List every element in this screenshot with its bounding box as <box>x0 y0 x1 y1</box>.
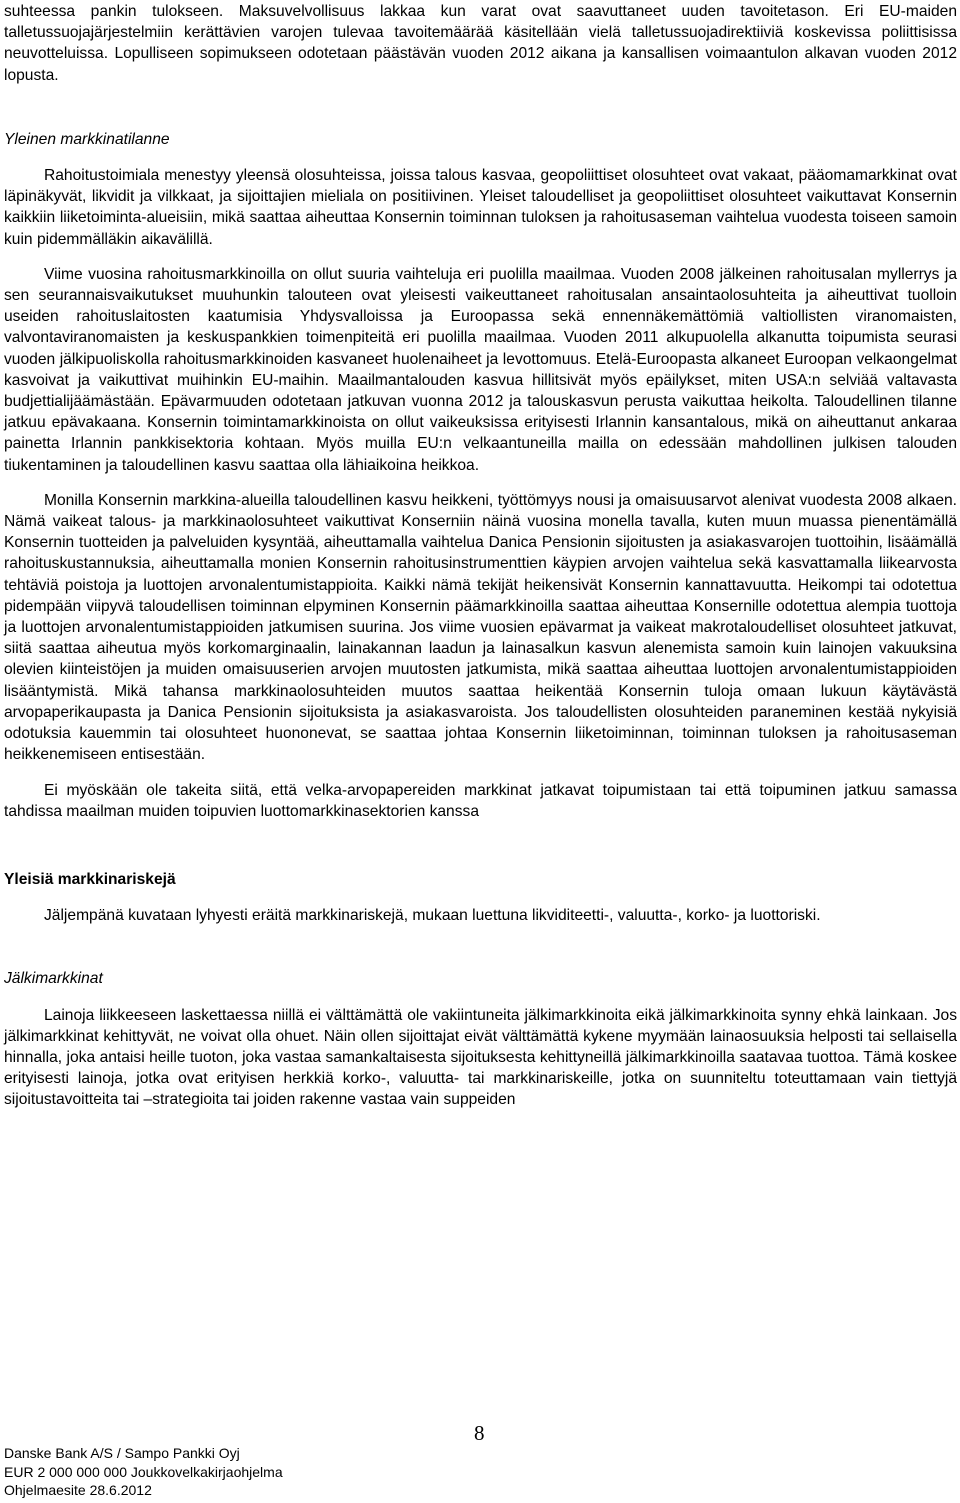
market-paragraph-1: Rahoitustoimiala menestyy yleensä olosuhteissa, joissa talous kasvaa, geopoliittiset olosuhteet ovat vakaat, pääomamarkkinat ovat läpinäkyvät, likvidit ja vilkkaat, ja sijoittajien mieliala on positiivinen. Yleiset taloudelliset ja geopoliittiset olosuhteet vaikuttavat Konsernin kaikkiin liiketoiminta-alueisiin, mikä saattaa aiheuttaa Konsernin toiminnan tuloksen ja rahoitusaseman vaihtelua vuodesta toiseen samoin kuin pidemmälläkin aikavälillä. <box>4 167 957 248</box>
section-heading-risks: Yleisiä markkinariskejä <box>4 870 176 888</box>
section-heading-market: Yleinen markkinatilanne <box>4 130 170 148</box>
footer-company: Danske Bank A/S / Sampo Pankki Oyj <box>4 1445 240 1461</box>
risks-paragraph: Jäljempänä kuvataan lyhyesti eräitä markkinariskejä, mukaan luettuna likviditeetti-, valuutta-, korko- ja luottoriski. <box>44 907 821 925</box>
page-footer <box>4 1421 957 1503</box>
market-paragraph-2: Viime vuosina rahoitusmarkkinoilla on ollut suuria vaihteluja eri puolilla maailmaa. Vuoden 2008 jälkeinen rahoitusalan myllerrys ja sen seurannaisvaikutukset muuhunkin talouteen ovat yleisesti vaikeuttaneet rahoitusalan ansaintaolosuhteita ja aiheuttivat tuolloin useiden rahoituslaitosten kaatumisia Yhdysvalloissa ja Euroopassa sekä ennennäkemättömiä valtiollisten viranomaisten, valvontaviranomaisten ja keskuspankkien toimenpiteitä eri puolilla maailmaa. Vuoden 2011 alkupuolella alkanutta toipumista seurasi vuoden jälkipuoliskolla rahoitusmarkkinoiden kasvaneet huolenaiheet ja levottomuus. Etelä-Euroopasta alkaneet Euroopan velkaongelmat kasvoivat ja vaikuttivat muihinkin EU-maihin. Maailmantalouden kasvua hillitsivät myös epäilykset, miten USA:n selviää valtavasta budjettialijäämästään. Epävarmuuden odotetaan jatkuvan vuonna 2012 ja talouskasvun perusta vaikuttaa heikolta. Taloudellinen tilanne jatkuu epävakaana. Konsernin toimintamarkkinoista on ollut vaikeuksissa erityisesti Irlannin kansantalous, mikä on aiheuttanut ankaraa painetta Irlannin pankkisektoria kohtaan. Myös muilla EU:n velkaantuneilla mailla on edessään mahdollinen julkisen talouden tiukentaminen ja taloudellinen kasvu saattaa olla lähiaikoina heikkoa. <box>4 265 957 474</box>
footer-programme: EUR 2 000 000 000 Joukkovelkakirjaohjelma <box>4 1463 283 1480</box>
footer-text <box>4 1444 283 1500</box>
market-paragraph-3: Monilla Konsernin markkina-alueilla taloudellinen kasvu heikkeni, työttömyys nousi ja omaisuusarvot alenivat vuodesta 2008 alkaen. Nämä vaikeat talous- ja markkinaolosuhteet vaikuttivat Konserniin näinä vuosina monella tavalla, kuten muun muassa pienentämällä Konsernin tuotteiden ja palveluiden kysyntää, aiheuttamalla vaihtelua Danica Pensionin sijoitusten ja asiakasvarojen tuottoihin, lisäämällä rahoituskustannuksia, aiheuttamalla monien Konsernin rahoitusinstrumenttien käypien arvojen vaihtelua sekä kasvattamalla liikearvosta tehtäviä poistoja ja luottojen arvonalentumistappioita. Kaikki nämä tekijät heikensivät Konsernin kannattavuutta. Heikompi tai odotettua pidempään viipyvä taloudellisen toiminnan elpyminen Konsernin päämarkkinoilla saattaa aiheuttaa Konsernille odotettua alempia tuottoja ja luottojen arvonalentumistappioiden jatkumisen suurina. Jos viime vuosien epävarmat ja vaikeat makrotaloudelliset olosuhteet jatkuvat, siitä saattaa aiheutua myös korkomarginaalin, lainakannan laadun ja lainasalkun kasvun alenemista samoin kuin lainojen vakuuksina olevien kiinteistöjen ja muiden omaisuuserien arvojen muutosten jatkumista, mikä saattaa aiheuttaa luottojen arvonalentumistappioiden lisääntymistä. Mikä tahansa markkinaolosuhteiden muutos saattaa heikentää Konsernin tuloja omaan lukuun käytävästä arvopaperikaupasta ja Danica Pensionin sijoituksista ja asiakasvaroista. Jos taloudellisten olosuhteiden paraneminen kestää nykyisiä odotuksia kauemmin tai olosuhteet huononevat, se saattaa johtaa Konsernin liiketoiminnan, toiminnan tuloksen ja rahoitusaseman heikkenemiseen entisestään. <box>4 491 957 764</box>
page-number: 8 <box>474 1421 485 1445</box>
secondary-market-paragraph: Lainoja liikkeeseen laskettaessa niillä ei välttämättä ole vakiintuneita jälkimarkkinoita eikä jälkimarkkinoita synny ehkä lainkaan. Jos jälkimarkkinat kehittyvät, ne voivat olla ohuet. Näin ollen sijoittajat eivät välttämättä kykene myymään lainaosuuksia helposti tai sellaisella hinnalla, joka antaisi heille tuoton, joka vastaa samankaltaisesta sijoituksesta kehittyneillä jälkimarkkinoilla saatavaa tuottoa. Tämä koskee erityisesti lainoja, jotka ovat erityisen herkkiä korko-, valuutta- tai markkinariskeille, jotka on suunniteltu toteuttamaan vain tiettyjä sijoitustavoitteita tai –strategioita tai joiden rakenne vastaa vain suppeiden <box>4 1006 957 1109</box>
market-paragraph-4: Ei myöskään ole takeita siitä, että velka-arvopapereiden markkinat jatkavat toipumistaan tai että toipuminen jatkuu samassa tahdissa maailman muiden toipuvien luottomarkkinasektorien kanssa <box>4 781 957 820</box>
footer-prospectus-date: Ohjelmaesite 28.6.2012 <box>4 1482 152 1498</box>
intro-paragraph: suhteessa pankin tulokseen. Maksuvelvollisuus lakkaa kun varat ovat saavuttaneet uuden tavoitetason. Eri EU-maiden talletussuojajärjestelmiin kerättävien varojen tulevaa tavoitemäärää käsitellään vielä talletussuojadirektiiviä koskevissa poliittisissa neuvotteluissa. Lopulliseen sopimukseen odotetaan päästävän vuoden 2012 aikana ja kansallisen voimaantulon alkavan vuoden 2012 lopusta. <box>4 3 957 84</box>
document-page <box>4 0 957 1111</box>
section-heading-secondary-market: Jälkimarkkinat <box>4 970 103 988</box>
